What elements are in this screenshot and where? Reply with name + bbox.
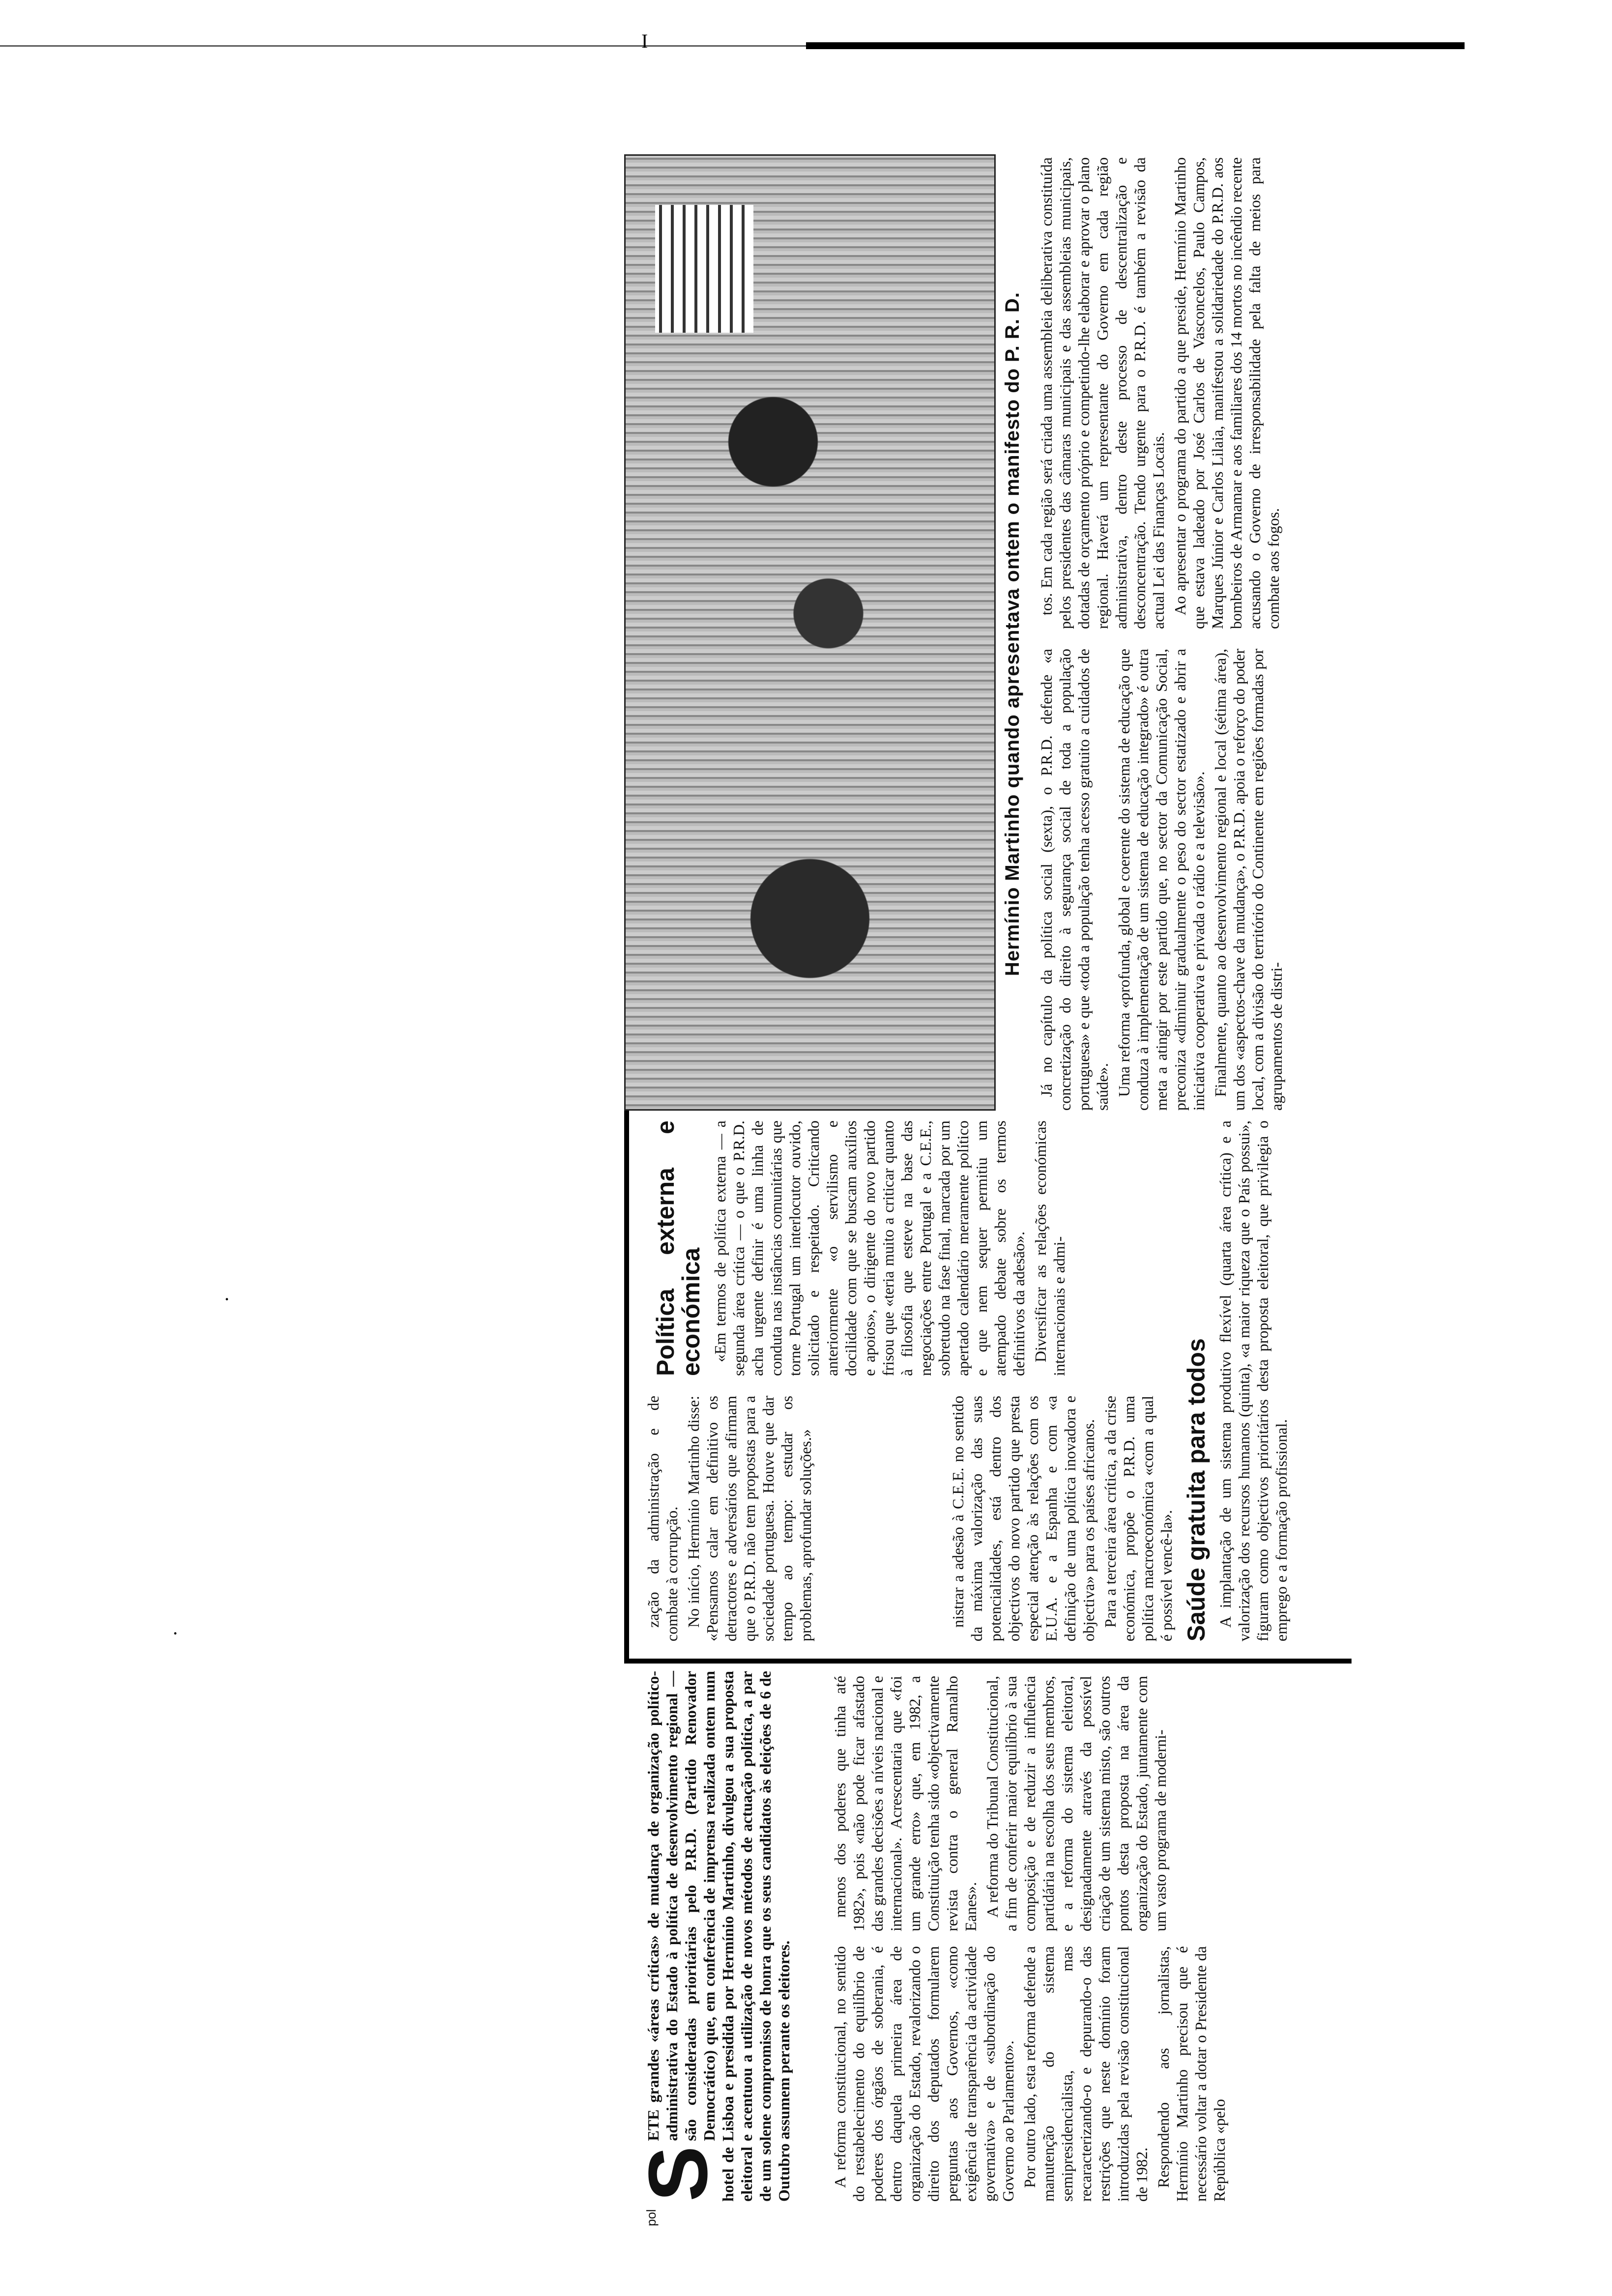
paragraph: Diversificar as relações económicas internacionais e admi- — [1032, 1120, 1068, 1376]
paragraph: Finalmente, quanto ao desenvolvimento regional e local (sétima área), um dos «aspectos-chave da mudança», o P.R.D. apoia o reforço do poder local, com a divisão do território do Continente em regiões formadas por agrupamentos de distri- — [1211, 649, 1285, 1111]
article-column-2 — [831, 1676, 1173, 1931]
heading-health: Saúde gratuita para todos — [1182, 1338, 1210, 1641]
article-column-3 — [644, 1396, 818, 1641]
newspaper-clipping — [624, 147, 1460, 2226]
paragraph: A reforma do Tribunal Constitucional, a fim de conferir maior equilíbrio à sua composição e de reduzir a influência partidária na escolha dos seus membros, e a reforma do sistema eleitoral, designadamente através da possível criação de um sistema misto, são outros pontos desta proposta na área da organização do Estado, juntamente com um vasto programa de moderni- — [983, 1676, 1169, 1931]
paragraph: Uma reforma «profunda, global e coerente do sistema de educação que conduza à implementação de um sistema de educação integrado» é outra meta a atingir por este partido que, no sector da Comunicação Social, preconiza «diminuir gradualmente o peso do sector estatizado e abrir a iniciativa cooperativa e privada o rádio e a televisão». — [1115, 649, 1208, 1111]
speck: · — [224, 1288, 230, 1310]
article-column-6 — [1175, 1120, 1294, 1641]
paragraph: No início, Hermínio Martinho disse: «Pensamos calar em definitivo os detractores e adversários que afirmam que o P.R.D. não tem propostas para a sociedade portuguesa. Houve que dar tempo ao tempo: estudar os problemas, aprofundar soluções.» — [685, 1396, 814, 1641]
speck: · — [172, 1622, 179, 1644]
scan-border-thin — [0, 45, 806, 47]
article-column-4 — [644, 1120, 1071, 1376]
photo-window — [655, 205, 753, 333]
drop-cap: S — [632, 2146, 725, 2202]
page-margin-mark: I — [641, 30, 648, 52]
article-column-5 — [949, 1396, 1179, 1641]
news-photo — [624, 154, 996, 1111]
heading-external-policy: Política externa e económica — [652, 1120, 705, 1376]
paragraph: Respondendo aos jornalistas, Hermínio Martinho precisou que é necessário voltar a dotar o Presidente da República «pelo — [1154, 1946, 1228, 2202]
paragraph: A implantação de um sistema produtivo flexível (quarta área crítica) e a valorização dos recursos humanos (quinta), «a maior riqueza que o País possui», figuram como objectivos prioritários desta proposta eleitoral, que privilegia o emprego e a formação profissional. — [1216, 1120, 1290, 1641]
lead-paragraph: ETE grandes «áreas críticas» de mudança de organização político-administrativa do Estado à política de desenvolvimento regional — são consideradas prioritárias pelo P.R.D. (Partido Renovador Democrático) que, em conferência de imprensa realizada ontem num hotel de Lisboa e presidida por Hermínio Martinho, divulgou a sua proposta eleitoral e acentuou a utilização de novos métodos de actuação política, a par de um solene compromisso de honra que os seus candidatos às eleições de 6 de Outubro assumem perante os eleitores. — [644, 1671, 793, 2202]
article-column-8 — [1037, 157, 1286, 629]
article-column-7 — [1037, 649, 1289, 1111]
paragraph: tos. Em cada região será criada uma assembleia deliberativa constituída pelos presidentes das câmaras municipais e das assembleias municipais, dotadas de orçamento próprio e competindo-lhe elaborar e aprovar o plano regional. Haverá um representante do Governo em cada região administrativa, dentro deste processo de descentralização e desconcentração. Tendo urgente para o P.R.D. é também a revisão da actual Lei das Finanças Locais. — [1037, 157, 1167, 629]
paragraph: Ao apresentar o programa do partido a que preside, Hermínio Martinho que estava ladeado por José Carlos de Vasconcelos, Paulo Campos, Marques Júnior e Carlos Lilaia, manifestou a solidariedade do P.R.D. aos bombeiros de Armamar e aos familiares dos 14 mortos no incêndio recente acusando o Governo de irresponsabilidade pela falta de meios para combate aos fogos. — [1171, 157, 1282, 629]
scan-border-thick — [806, 42, 1465, 49]
paragraph: Já no capítulo da política social (sexta), o P.R.D. defende «a concretização do direito à segurança social de toda a população portuguesa» e que «toda a população tenha acesso gratuito a cuidados de saúde». — [1037, 649, 1111, 1111]
margin-note: pol — [644, 2209, 659, 2226]
paragraph: zação da administração e de combate à corrupção. — [644, 1396, 681, 1641]
article-lead — [632, 1671, 793, 2202]
paragraph: «Em termos de política externa — a segunda área crítica — o que o P.R.D. acha urgente definir é uma linha de conduta nas instâncias comunitárias que torne Portugal um interlocutor ouvido, solicitado e respeitado. Criticando anteriormente «o servilismo e docilidade com que se buscam auxílios e apoios», o dirigente do novo partido frisou que «teria muito a criticar quanto à filosofia que esteve na base das negociações entre Portugal e a C.E.E., sobretudo na fase final, marcada por um apertado calendário meramente político e que nem sequer permitiu um atempado debate sobre os termos definitivos da adesão». — [711, 1120, 1028, 1376]
paragraph: nistrar a adesão à C.E.E. no sentido da máxima valorização das suas potencialidades, está dentro dos objectivos do novo partido que presta especial atenção às relações com os E.U.A. e a Espanha e com «a definição de uma política inovadora e objectiva» para os países africanos. — [949, 1396, 1097, 1641]
photo-caption: Hermínio Martinho quando apresentava ontem o manifesto do P. R. D. — [1002, 291, 1023, 976]
article-column-1 — [831, 1946, 1232, 2202]
scan-border — [0, 39, 1612, 51]
paragraph: Por outro lado, esta reforma defende a manutenção do sistema semipresidencialista, mas recaracterizando-o e depurando-o das restrições que neste domínio foram introduzidas pela revisão constitucional de 1982. — [1021, 1946, 1151, 2202]
paragraph: menos dos poderes que tinha até 1982», pois «não pode ficar afastado das grandes decisões a níveis nacional e internacional». Acrescentaria que «foi um grande erro» que, em 1982, a Constituição tenha sido «objectivamente revista contra o general Ramalho Eanes». — [831, 1676, 979, 1931]
paragraph: A reforma constitucional, no sentido do restabelecimento do equilíbrio de poderes dos órgãos de soberania, é dentro daquela primeira área de organização do Estado, revalorizando o direito dos deputados formularem perguntas aos Governos, «como exigência de transparência da actividade governativa» e de «subordinação do Governo ao Parlamento». — [831, 1946, 1017, 2202]
paragraph: Para a terceira área crítica, a da crise económica, propõe o P.R.D. uma política macroeconómica «com a qual é possível vencê-la». — [1101, 1396, 1175, 1641]
